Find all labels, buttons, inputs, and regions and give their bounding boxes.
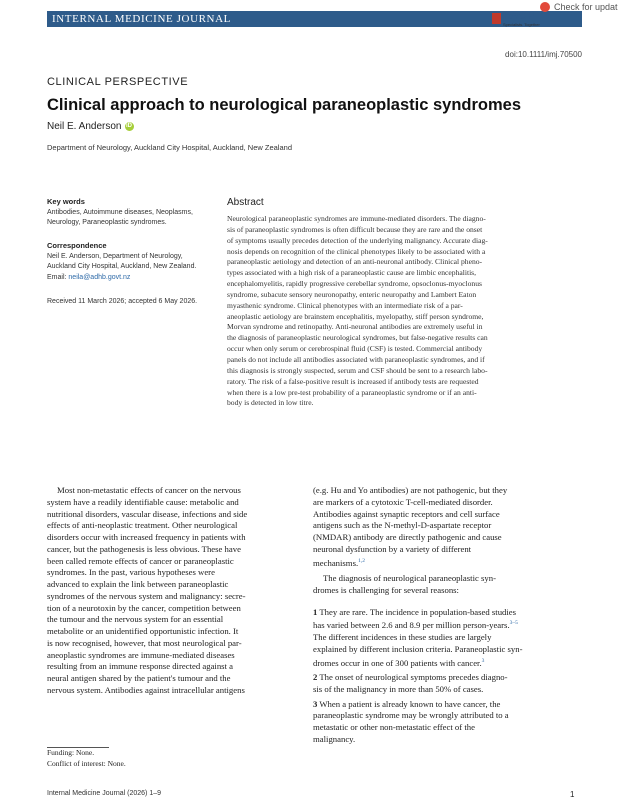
body-line-last [313,556,559,570]
footer-journal-ref: Internal Medicine Journal (2026) 1–9 [47,790,162,797]
list-line: paraneoplastic syndrome may be wrongly attributed to a [313,710,509,721]
abstract-line: paraneoplastic aetiology and detection of an anti-neuronal antibody. Clinical pheno- [227,257,483,267]
keywords-heading: Key words [47,197,85,206]
racp-logo-tagline: Specialists. Together [503,22,540,27]
body-line: syndromes of the nervous system and malignancy: secre- [47,590,246,601]
body-line: The diagnosis of neurological paraneoplastic syn- [323,573,496,584]
abstract-line: panels do not include all antibodies associated with paraneoplastic syndromes, and if [227,354,485,364]
body-line: neural antigen shared by the patient's tumour and the [47,673,231,683]
body-line: effects of anti-neoplastic treatment. Other neurological [47,520,238,531]
abstract-line: the diagnosis of paraneoplastic neurological syndromes, but false-negative results can [227,333,488,343]
email-link[interactable]: neila@adhb.govt.nz [68,273,131,281]
body-line: are markers of a cytotoxic T-cell-mediated disorder. [313,496,493,507]
racp-logo-text: RACP [503,10,535,22]
correspondence-block [47,241,215,283]
funding-note: Funding: None. [47,748,95,757]
abstract-line: of symptoms usually precedes detection of the underlying malignancy. Accurate diag- [227,235,488,245]
author-name: Neil E. Anderson [47,121,122,132]
body-text: When a patient is already known to have cancer, the [319,698,501,709]
list-line [313,656,559,670]
author-line [47,121,134,132]
body-line: neuronal dysfunction by a variety of different [313,543,472,554]
email-label: Email: [47,273,67,281]
abstract-line: body is detected in low titre. [227,398,314,408]
list-line [313,618,559,632]
abstract-line: ratory. The risk of a false-positive result is increased if antibody tests are requested [227,376,479,386]
body-text: The onset of neurological symptoms precedes diagno- [319,672,508,683]
conflict-note: Conflict of interest: None. [47,759,126,768]
body-text: mechanisms. [313,557,359,568]
body-line: (NMDAR) antibody are directly pathogenic and cause [313,532,502,542]
list-number: 1 [313,606,318,617]
body-text: dromes occur in one of 300 patients with cancer. [313,657,482,668]
list-item [313,699,559,711]
racp-logo-mark-icon [492,13,501,24]
list-line: The different incidences in these studies are largely [313,632,492,643]
abstract-heading: Abstract [227,197,264,208]
list-item [313,607,559,619]
body-text: They are rare. The incidence in population-based studies [319,606,517,617]
correspondence-line: Auckland City Hospital, Auckland, New Zealand. [47,263,197,270]
keywords-block [47,197,215,229]
article-title: Clinical approach to neurological paraneoplastic syndromes [47,96,522,114]
check-for-updates-button[interactable]: Check for updat [554,2,618,12]
abstract-body [227,214,583,409]
body-line: nervous system. Antibodies against intracellular antigens [47,684,245,695]
body-line: resulting from an immune response directed against a [47,661,234,672]
list-line: metastatic or other non-metastatic effect of the [313,722,475,733]
abstract-line: sis of paraneoplastic syndromes is often difficult because they are rare and the onset [227,224,483,234]
body-line: dromes is challenging for several reasons: [313,584,459,595]
body-line: been called remote effects of cancer or paraneoplastic [47,555,234,566]
abstract-line: this diagnosis is strongly suspected, serum and CSF should be sent to a research labo- [227,365,488,375]
abstract-line: aneoplastic aetiology are brainstem encephalitis, myelopathy, stiff person syndrome, [227,311,484,321]
body-line: nutritional disorders, vascular disease, infections and side [47,508,248,519]
abstract-line: when there is a low pre-test probability of a paraneoplastic syndrome or if an anti- [227,387,477,397]
correspondence-heading: Correspondence [47,241,107,250]
abstract-line: myasthenic syndrome. Clinical phenotypes with an intermediate risk of a par- [227,300,463,310]
email-line [47,273,215,284]
body-line: tion of a neurotoxin by the cancer, competition between [47,602,241,613]
abstract-line: nosis depends on recognition of the clinical phenotypes likely to be associated with a [227,246,486,256]
received-dates: Received 11 March 2026; accepted 6 May 2026. [47,298,198,305]
page-number: 1 [570,790,575,799]
body-line: Most non-metastatic effects of cancer on the nervous [57,485,241,495]
keywords-line: Antibodies, Autoimmune diseases, Neoplasms, [47,208,193,216]
orcid-icon[interactable]: iD [126,122,132,129]
body-line: Antibodies against synaptic receptors and cell surface [313,508,500,519]
doi-text: doi:10.1111/imj.70500 [505,50,582,59]
abstract-line: encephalomyelitis, rapidly progressive cerebellar syndrome, opsoclonus-myoclonus [227,279,482,289]
body-line: advanced to explain the link between paraneoplastic [47,579,229,589]
abstract-line: Morvan syndrome and retinopathy. Anti-neuronal antibodies are extremely useful in [227,322,483,332]
body-line: metabolite or an unidentified opportunistic infection. It [47,626,239,636]
list-item [313,672,559,684]
body-line: is now recognised, however, that most neurological par- [47,637,242,648]
body-line: system have a readily identifiable cause: metabolic and [47,496,239,507]
list-line: malignancy. [313,733,356,744]
list-number: 3 [313,698,318,709]
body-line: the tumour and the nervous system for an essential [47,614,224,625]
journal-name: INTERNAL MEDICINE JOURNAL [52,13,231,25]
correspondence-line: Neil E. Anderson, Department of Neurology, [47,252,183,260]
body-column-right [313,485,559,746]
body-line: (e.g. Hu and Yo antibodies) are not pathogenic, but they [313,485,508,495]
body-line: aneoplastic syndromes are immune-mediated diseases [47,649,235,660]
body-text: has varied between 2.6 and 8.9 per million person-years. [313,620,510,631]
check-for-updates-icon[interactable] [540,2,550,12]
citation-link[interactable]: 3 [481,657,485,664]
body-line: antigens such as the N-methyl-D-aspartate receptor [313,520,492,531]
body-line: cancer, but the pathogenesis is less obvious. These have [47,543,241,554]
section-label: CLINICAL PERSPECTIVE [47,76,189,88]
affiliation: Department of Neurology, Auckland City Hospital, Auckland, New Zealand [47,143,292,152]
body-line: disorders occur with increased frequency in patients with [47,532,246,542]
list-line: explained by different inclusion criteria. Paraneoplastic syn- [313,643,523,654]
abstract-line: Neurological paraneoplastic syndromes are immune-mediated disorders. The diagno- [227,214,486,223]
racp-logo [492,10,540,30]
body-line: syndromes. In the past, various hypotheses were [47,567,215,578]
abstract-line: types associated with a high risk of a paraneoplastic cause are limbic encephalitis, [227,268,477,278]
body-column-left [47,485,293,697]
keywords-line: Neurology, Paraneoplastic syndromes. [47,219,167,226]
list-number: 2 [313,672,318,683]
abstract-line: occur when only serum or cerebrospinal fluid (CSF) is tested. Commercial antibody [227,344,483,354]
citation-link[interactable]: 1,2 [358,557,365,564]
citation-link[interactable]: 3–5 [509,620,518,627]
list-line: sis of the malignancy in more than 50% of cases. [313,683,484,694]
abstract-line: syndrome, subacute sensory neuronopathy, enteric neuropathy and Lambert Eaton [227,289,477,299]
